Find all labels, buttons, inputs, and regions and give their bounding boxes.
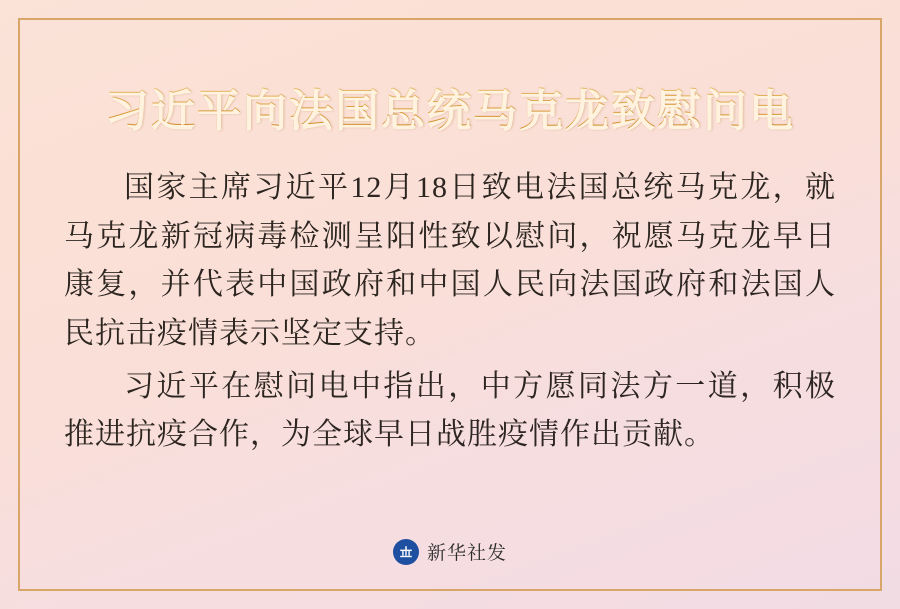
poster-content (18, 18, 882, 591)
xinhua-seal-icon (393, 539, 419, 565)
credit-text: 新华社发 (426, 543, 507, 564)
article-body (64, 164, 836, 538)
paragraph-2: 习近平在慰问电中指出，中方愿同法方一道，积极推进抗疫合作，为全球早日战胜疫情作出贡献。 (64, 369, 836, 452)
page-title: 习近平向法国总统马克龙致慰问电 (64, 85, 836, 138)
paragraph-1: 国家主席习近平12月18日致电法国总统马克龙，就马克龙新冠病毒检测呈阳性致以慰问，祝愿马克龙早日康复，并代表中国政府和中国人民向法国政府和法国人民抗击疫情表示坚定支持。 (64, 171, 836, 351)
credit-line (64, 538, 836, 581)
